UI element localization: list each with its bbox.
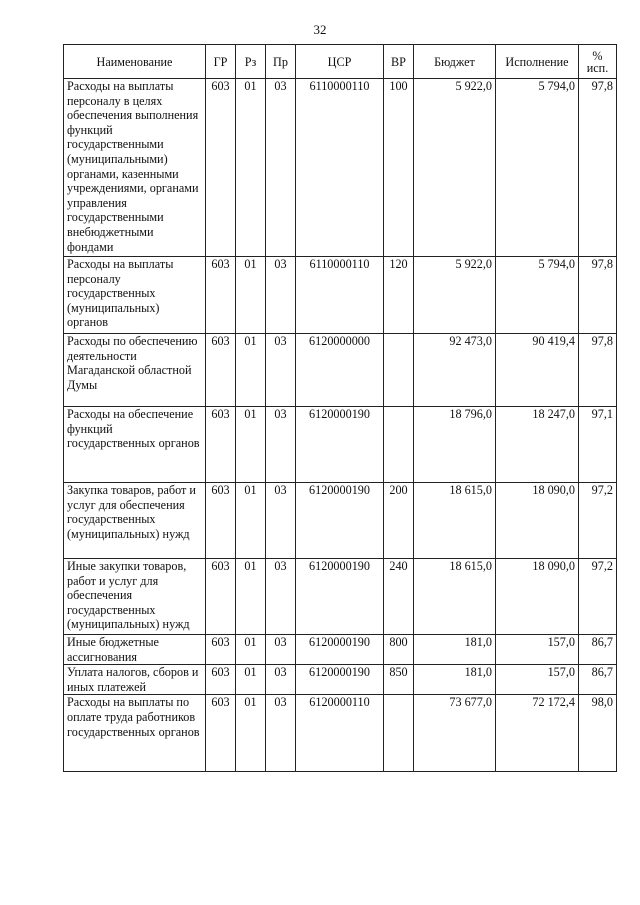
row-csr: 6110000110 [296, 79, 384, 257]
row-rz: 01 [236, 695, 266, 772]
row-vr: 240 [384, 559, 414, 635]
row-execution: 18 090,0 [496, 559, 579, 635]
budget-table [63, 44, 617, 772]
row-execution: 72 172,4 [496, 695, 579, 772]
row-percent: 97,2 [579, 483, 617, 559]
row-pr: 03 [266, 79, 296, 257]
row-rz: 01 [236, 334, 266, 407]
row-gr: 603 [206, 257, 236, 334]
row-pr: 03 [266, 334, 296, 407]
row-csr: 6120000190 [296, 665, 384, 695]
row-gr: 603 [206, 407, 236, 483]
page-number: 32 [313, 22, 327, 37]
row-pr: 03 [266, 483, 296, 559]
row-execution: 18 247,0 [496, 407, 579, 483]
table-row [64, 334, 617, 407]
table-row [64, 407, 617, 483]
row-gr: 603 [206, 483, 236, 559]
row-gr: 603 [206, 334, 236, 407]
row-vr: 100 [384, 79, 414, 257]
row-vr [384, 334, 414, 407]
header-name: Наименование [64, 45, 206, 79]
row-execution: 5 794,0 [496, 257, 579, 334]
row-pr: 03 [266, 635, 296, 665]
row-gr: 603 [206, 635, 236, 665]
row-pr: 03 [266, 559, 296, 635]
row-name: Расходы на выплаты по оплате труда работников государственных органов [64, 695, 206, 772]
table-row [64, 695, 617, 772]
row-pr: 03 [266, 257, 296, 334]
row-gr: 603 [206, 559, 236, 635]
row-rz: 01 [236, 79, 266, 257]
row-csr: 6110000110 [296, 257, 384, 334]
row-execution: 18 090,0 [496, 483, 579, 559]
row-csr: 6120000190 [296, 407, 384, 483]
table-row [64, 483, 617, 559]
row-vr: 120 [384, 257, 414, 334]
row-percent: 98,0 [579, 695, 617, 772]
row-vr [384, 407, 414, 483]
row-vr: 200 [384, 483, 414, 559]
row-percent: 97,8 [579, 334, 617, 407]
table-row [64, 257, 617, 334]
row-name: Иные закупки товаров, работ и услуг для обеспечения государственных (муниципальных) нужд [64, 559, 206, 635]
header-pr: Пр [266, 45, 296, 79]
row-budget: 181,0 [414, 665, 496, 695]
table-header-row [64, 45, 617, 79]
row-percent: 97,8 [579, 257, 617, 334]
header-percent: % исп. [579, 45, 617, 79]
row-percent: 97,1 [579, 407, 617, 483]
row-execution: 157,0 [496, 635, 579, 665]
row-csr: 6120000190 [296, 483, 384, 559]
row-percent: 97,8 [579, 79, 617, 257]
row-budget: 5 922,0 [414, 79, 496, 257]
row-budget: 181,0 [414, 635, 496, 665]
row-csr: 6120000190 [296, 559, 384, 635]
row-budget: 5 922,0 [414, 257, 496, 334]
row-pr: 03 [266, 407, 296, 483]
header-budget: Бюджет [414, 45, 496, 79]
row-execution: 157,0 [496, 665, 579, 695]
row-execution: 90 419,4 [496, 334, 579, 407]
row-rz: 01 [236, 257, 266, 334]
row-gr: 603 [206, 695, 236, 772]
row-percent: 97,2 [579, 559, 617, 635]
row-name: Закупка товаров, работ и услуг для обеспечения государственных (муниципальных) нужд [64, 483, 206, 559]
row-execution: 5 794,0 [496, 79, 579, 257]
row-vr: 800 [384, 635, 414, 665]
row-name: Уплата налогов, сборов и иных платежей [64, 665, 206, 695]
row-name: Расходы на обеспечение функций государственных органов [64, 407, 206, 483]
header-vr: ВР [384, 45, 414, 79]
row-csr: 6120000190 [296, 635, 384, 665]
row-budget: 73 677,0 [414, 695, 496, 772]
table-row [64, 635, 617, 665]
header-gr: ГР [206, 45, 236, 79]
row-budget: 18 615,0 [414, 483, 496, 559]
row-percent: 86,7 [579, 665, 617, 695]
row-rz: 01 [236, 407, 266, 483]
row-name: Расходы на выплаты персоналу государственных (муниципальных) органов [64, 257, 206, 334]
row-budget: 18 615,0 [414, 559, 496, 635]
row-rz: 01 [236, 483, 266, 559]
row-vr [384, 695, 414, 772]
row-gr: 603 [206, 79, 236, 257]
header-rz: Рз [236, 45, 266, 79]
row-csr: 6120000000 [296, 334, 384, 407]
header-csr: ЦСР [296, 45, 384, 79]
row-percent: 86,7 [579, 635, 617, 665]
row-rz: 01 [236, 559, 266, 635]
table-row [64, 79, 617, 257]
row-name: Расходы по обеспечению деятельности Магаданской областной Думы [64, 334, 206, 407]
row-rz: 01 [236, 665, 266, 695]
row-gr: 603 [206, 665, 236, 695]
row-pr: 03 [266, 695, 296, 772]
table-row [64, 665, 617, 695]
row-name: Расходы на выплаты персоналу в целях обеспечения выполнения функций государственными (муниципальными) органами, казенными учреждениями, органами управления государственными внебюджетными фондами [64, 79, 206, 257]
table-row [64, 559, 617, 635]
row-budget: 18 796,0 [414, 407, 496, 483]
row-name: Иные бюджетные ассигнования [64, 635, 206, 665]
row-budget: 92 473,0 [414, 334, 496, 407]
row-vr: 850 [384, 665, 414, 695]
header-execution: Исполнение [496, 45, 579, 79]
row-rz: 01 [236, 635, 266, 665]
row-csr: 6120000110 [296, 695, 384, 772]
row-pr: 03 [266, 665, 296, 695]
